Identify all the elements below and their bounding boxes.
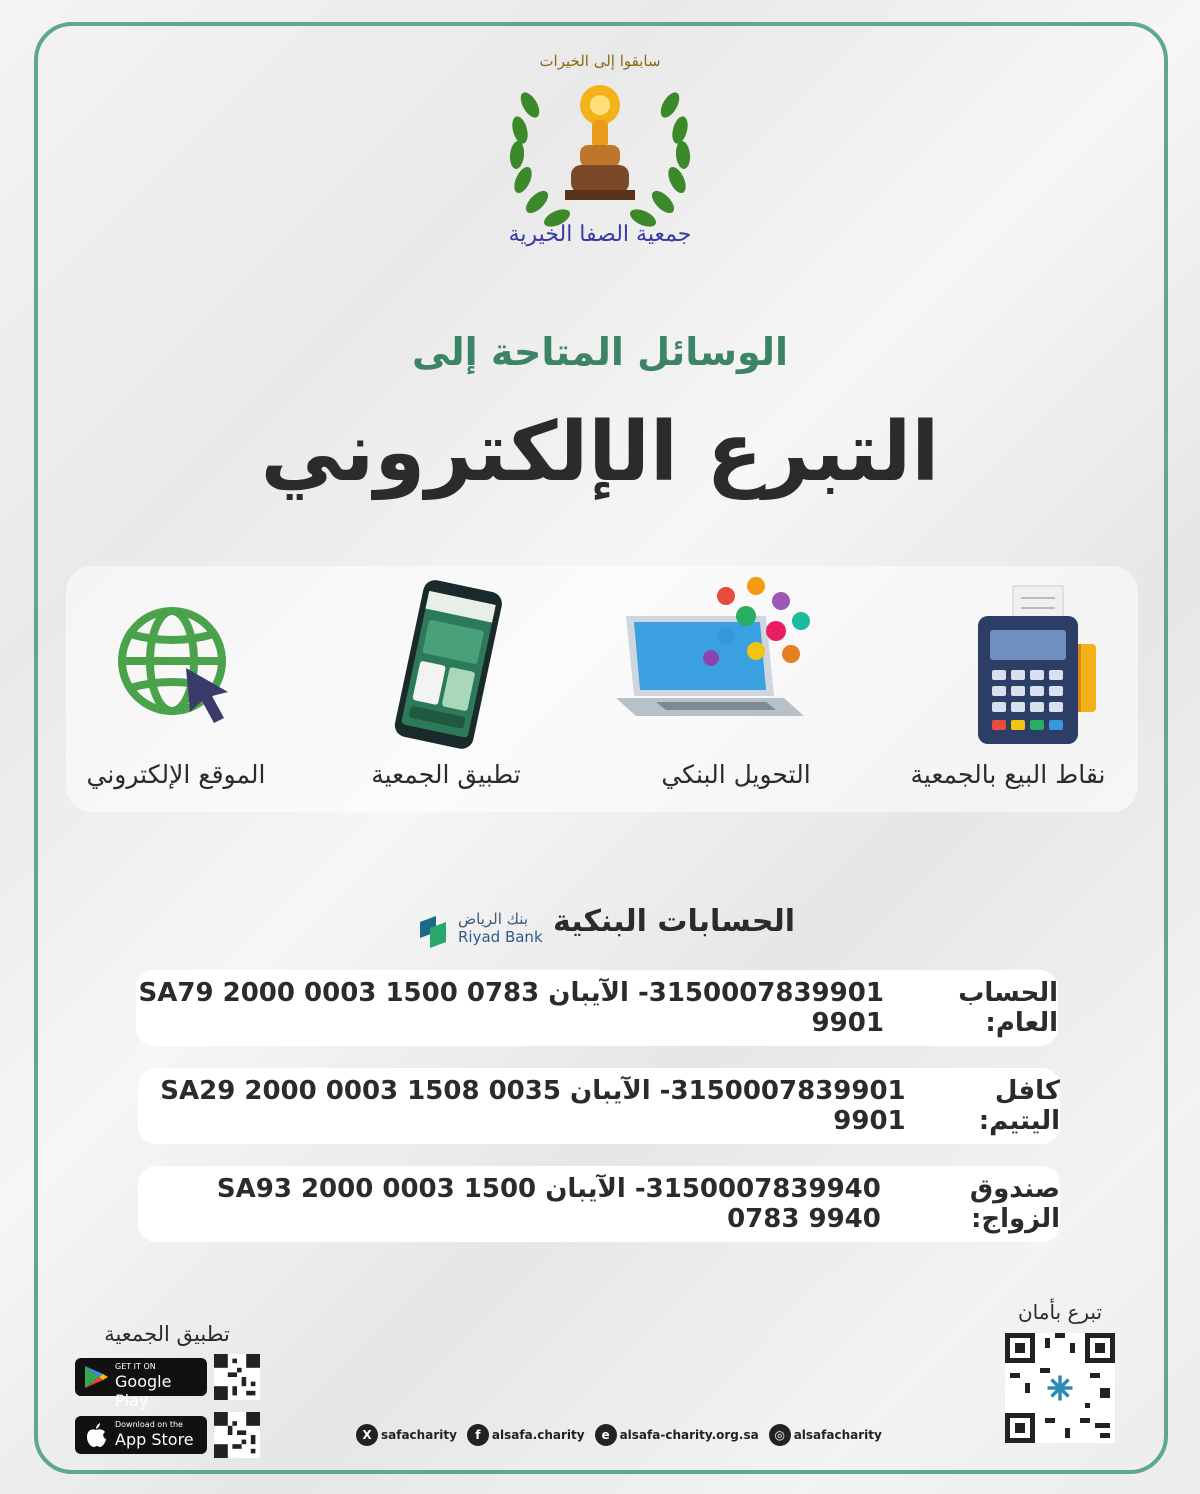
store-small-text: GET IT ON xyxy=(115,1362,156,1371)
social-facebook[interactable] xyxy=(467,1424,585,1446)
account-general xyxy=(136,970,1058,1046)
store-small-text: Download on the xyxy=(115,1420,183,1429)
qr-code-google-play-icon[interactable] xyxy=(214,1354,260,1400)
account-label: كافل اليتيم: xyxy=(978,1076,1060,1136)
method-label: تطبيق الجمعية xyxy=(371,760,521,789)
method-label: الموقع الإلكتروني xyxy=(86,760,266,789)
account-orphan xyxy=(138,1068,1060,1144)
logo-name: جمعية الصفا الخيرية xyxy=(508,222,692,247)
store-big-text: Google Play xyxy=(115,1372,172,1410)
instagram-icon: ◎ xyxy=(769,1424,791,1446)
donate-safe-label: تبرع بأمان xyxy=(1017,1300,1103,1324)
store-big-text: App Store xyxy=(115,1430,194,1449)
google-play-icon xyxy=(83,1365,109,1389)
pos-terminal-icon xyxy=(878,576,1138,756)
account-iban[interactable]: 3150007839901- الآيبان SA79 2000 0003 1500 0783 9901 xyxy=(138,978,884,1038)
qr-code-donate-icon[interactable] xyxy=(1005,1333,1115,1443)
social-website[interactable] xyxy=(595,1424,759,1446)
social-instagram[interactable] xyxy=(769,1424,882,1446)
smartphone-app-icon xyxy=(316,576,576,756)
google-play-button[interactable] xyxy=(75,1358,207,1410)
method-app xyxy=(316,566,576,812)
social-handle: alsafa.charity xyxy=(491,1428,585,1442)
method-label: التحويل البنكي xyxy=(661,760,811,789)
bank-accounts-header xyxy=(0,904,1200,954)
method-bank-transfer xyxy=(606,566,866,812)
page-subtitle: الوسائل المتاحة إلى xyxy=(411,330,789,374)
x-icon: X xyxy=(356,1424,378,1446)
social-x[interactable] xyxy=(356,1424,457,1446)
facebook-icon: f xyxy=(467,1424,489,1446)
account-iban[interactable]: 3150007839901- الآيبان SA29 2000 0003 1508 0035 9901 xyxy=(160,1076,906,1136)
bank-accounts-title: الحسابات البنكية xyxy=(553,904,796,939)
website-icon: e xyxy=(595,1424,617,1446)
account-label: الحساب العام: xyxy=(958,978,1058,1038)
account-iban[interactable]: 3150007839940- الآيبان SA93 2000 0003 1500 0783 9940 xyxy=(216,1174,881,1234)
method-pos xyxy=(878,566,1138,812)
page-title: التبرع الإلكتروني xyxy=(260,405,940,500)
method-label: نقاط البيع بالجمعية xyxy=(910,760,1106,789)
app-store-button[interactable] xyxy=(75,1416,207,1454)
laptop-apps-icon xyxy=(606,576,866,756)
donation-methods-panel xyxy=(66,566,1138,812)
account-marriage xyxy=(138,1166,1060,1242)
social-handle: safacharity xyxy=(381,1428,457,1442)
globe-cursor-icon xyxy=(46,576,306,756)
social-handle: alsafacharity xyxy=(793,1428,882,1442)
apple-icon xyxy=(85,1422,107,1448)
qr-code-app-store-icon[interactable] xyxy=(214,1412,260,1458)
riyad-bank-logo-icon xyxy=(416,914,450,948)
logo-slogan: سابقوا إلى الخيرات xyxy=(539,52,661,70)
app-section-label: تطبيق الجمعية xyxy=(104,1322,230,1346)
account-label: صندوق الزواج: xyxy=(969,1174,1060,1234)
method-website xyxy=(46,566,306,812)
bank-name-en: Riyad Bank xyxy=(458,928,543,946)
bank-name-ar: بنك الرياض xyxy=(458,910,529,928)
social-links xyxy=(356,1422,888,1448)
social-handle: alsafa-charity.org.sa xyxy=(619,1428,759,1442)
